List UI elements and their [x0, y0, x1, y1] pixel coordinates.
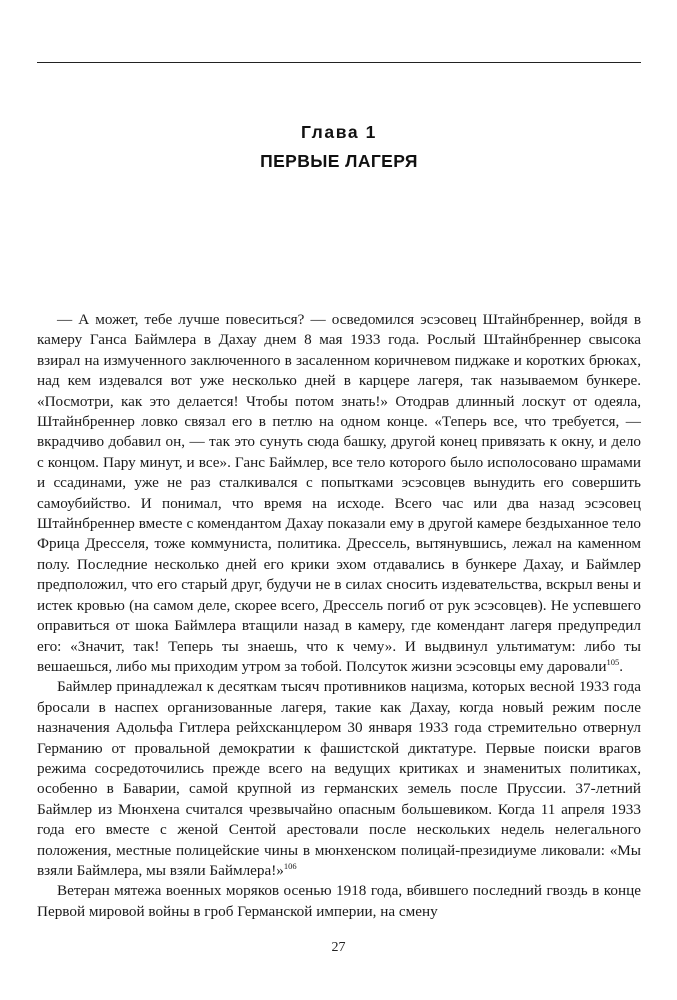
paragraph-text: Баймлер принадлежал к десяткам тысяч противников нацизма, которых весной 1933 года бросали в наспех организованные лагеря, такие как Дахау, когда новый режим после назначения Адольфа Гитлера рейхсканцлером 30 января 1933 года стремительно отвернул Германию от провальной демократии к фашистской диктатуре. Первые поиски врагов режима сосредоточились прежде всего на ведущих критиках и знаменитых политиках, особенно в Баварии, самой крупной из германских земель после Пруссии. 37-летний Баймлер из Мюнхена считался чрезвычайно опасным большевиком. Когда 11 апреля 1933 года его вместе с женой Сентой арестовали после нескольких недель нелегального положения, местные полицейские чины в мюнхенском полицай-президиуме ликовали: «Мы взяли Баймлера, мы взяли Баймлера!» [37, 678, 641, 879]
body-text [37, 310, 641, 922]
paragraph-text: Ветеран мятежа военных моряков осенью 1918 года, вбившего последний гвоздь в конце Первой мировой войны в гроб Германской империи, на смену [37, 882, 641, 920]
paragraph-text: — А может, тебе лучше повеситься? — осведомился эсэсовец Штайнбреннер, войдя в камеру Ганса Баймлера в Дахау днем 8 мая 1933 года. Рослый Штайнбреннер свысока взирал на измученного заключенного в засаленном коричневом пиджаке и коротких брюках, над кем издевался вот уже несколько дней в карцере лагеря, так называемом бункере. «Посмотри, как это делается! Чтобы потом знать!» Отодрав длинный лоскут от одеяла, Штайнбреннер ловко связал его в петлю на одном конце. «Теперь все, что требуется, — вкрадчиво добавил он, — так это сунуть сюда башку, другой конец привязать к окну, и дело с концом. Пару минут, и все». Ганс Баймлер, все тело которого было исполосовано шрамами и ссадинами, уже не раз сталкивался с попытками эсэсовцев вынудить его совершить самоубийство. И понимал, что время на исходе. Всего час или два назад эсэсовец Штайнбреннер вместе с комендантом Дахау показали ему в другой камере бездыханное тело Фрица Дресселя, тоже коммуниста, политика. Дрессель, вытянувшись, лежал на каменном полу. Последние несколько дней его крики эхом отдавались в бункере Дахау, и Баймлер предположил, что его старый друг, будучи не в силах сносить издевательства, вскрыл вены и истек кровью (на самом деле, скорее всего, Дрессель погиб от рук эсэсовцев). Не успевшего оправиться от шока Баймлера втащили назад в камеру, где комендант лагеря предупредил его: «Значит, так! Теперь ты знаешь, что к чему». И выдвинул ультиматум: либо ты вешаешься, либо мы приходим утром за тобой. Полсуток жизни эсэсовцы ему даровали [37, 311, 641, 675]
paragraph-2 [37, 677, 641, 881]
footnote-ref-105: 105 [606, 656, 620, 667]
page-number: 27 [331, 940, 346, 955]
chapter-title: ПЕРВЫЕ ЛАГЕРЯ [260, 151, 418, 171]
chapter-number: Глава 1 [301, 122, 377, 142]
footnote-ref-106: 106 [283, 860, 297, 871]
chapter-heading [37, 119, 641, 174]
paragraph-1: — А может, тебе лучше повеситься? — осведомился эсэсовец Штайнбреннер, войдя в камеру Ганса Баймлера в Дахау днем 8 мая 1933 года. Рослый Штайнбреннер свысока взирал на измученного заключенного в засаленном коричневом пиджаке и коротких брюках, над кем издевался вот уже несколько дней в карцере лагеря, так называемом бункере. «Посмотри, как это делается! Чтобы потом знать!» Отодрав длинный лоскут от одеяла, Штайнбреннер ловко связал его в петлю на одном конце. «Теперь все, что требуется, — вкрадчиво добавил он, — так это сунуть сюда башку, другой конец привязать к окну, и дело с концом. Пару минут, и все». Ганс Баймлер, все тело которого было исполосовано шрамами и ссадинами, уже не раз сталкивался с попытками эсэсовцев вынудить его совершить самоубийство. И понимал, что время на исходе. Всего час или два назад эсэсовец Штайнбреннер вместе с комендантом Дахау показали ему в другой камере бездыханное тело Фрица Дресселя, тоже коммуниста, политика. Дрессель, вытянувшись, лежал на каменном полу. Последние несколько дней его крики эхом отдавались в бункере Дахау, и Баймлер предположил, что его старый друг, будучи не в силах сносить издевательства, вскрыл вены и истек кровью (на самом деле, скорее всего, Дрессель погиб от рук эсэсовцев). Не успевшего оправиться от шока Баймлера втащили назад в камеру, где комендант лагеря предупредил его: «Значит, так! Теперь ты знаешь, что к чему». И выдвинул ультиматум: либо ты вешаешься, либо мы приходим утром за тобой. Полсуток жизни эсэсовцы ему даровали$^{105}$. [37, 311, 641, 675]
header-rule [37, 62, 641, 63]
paragraph-3 [37, 881, 641, 922]
